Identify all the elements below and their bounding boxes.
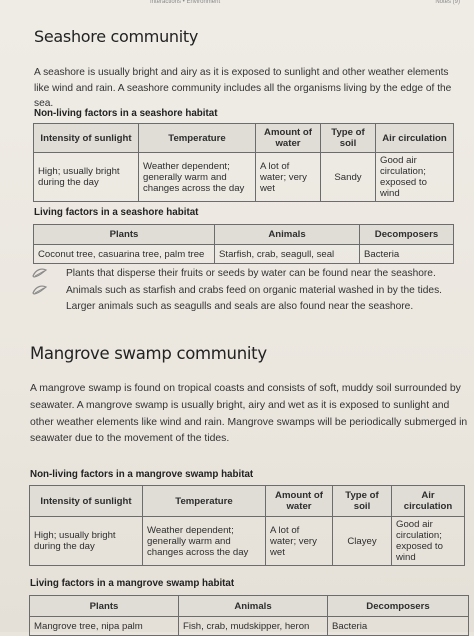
table-cell: Fish, crab, mudskipper, heron xyxy=(179,617,328,636)
column-header: Air circulation xyxy=(376,124,454,153)
column-header: Plants xyxy=(30,596,179,617)
mangrove-nonliving-heading: Non-living factors in a mangrove swamp habitat xyxy=(30,469,254,480)
table-header-row xyxy=(30,596,469,617)
table-cell: Clayey xyxy=(333,517,392,566)
table-cell: Bacteria xyxy=(328,617,469,636)
mangrove-nonliving-table xyxy=(29,485,465,566)
note-item xyxy=(30,283,460,315)
column-header: Amount of water xyxy=(256,124,321,153)
leaf-note-icon xyxy=(32,284,48,296)
table-cell: High; usually bright during the day xyxy=(30,517,143,566)
column-header: Animals xyxy=(215,225,360,245)
column-header: Temperature xyxy=(143,486,266,517)
table-cell: Good air circulation; exposed to wind xyxy=(392,517,465,566)
column-header: Intensity of sunlight xyxy=(30,486,143,517)
table-header-row xyxy=(30,486,465,517)
mangrove-title: Mangrove swamp community xyxy=(30,344,267,363)
table-header-row xyxy=(34,124,454,153)
table-row xyxy=(34,153,454,202)
column-header: Plants xyxy=(34,225,215,245)
table-cell: A lot of water; very wet xyxy=(266,517,333,566)
table-cell: Sandy xyxy=(321,153,376,202)
note-text: Plants that disperse their fruits or seeds by water can be found near the seashore. xyxy=(66,268,436,279)
running-header-left: Interactions • Environment xyxy=(150,0,221,5)
seashore-title: Seashore community xyxy=(34,27,199,46)
seashore-nonliving-heading: Non-living factors in a seashore habitat xyxy=(34,108,218,119)
table-cell: A lot of water; very wet xyxy=(256,153,321,202)
table-cell: Weather dependent; generally warm and changes across the day xyxy=(139,153,256,202)
mangrove-paragraph: A mangrove swamp is found on tropical coasts and consists of soft, muddy soil surrounded by seawater. A mangrove swamp is usually bright, airy and wet as it is exposed to sunlight and other weather elements like wind and rain. Mangrove swamps will be periodically submerged in seawater due to the movement of the tides. xyxy=(30,383,468,445)
column-header: Type of soil xyxy=(321,124,376,153)
table-cell: Bacteria xyxy=(360,245,454,264)
column-header: Temperature xyxy=(139,124,256,153)
leaf-note-icon xyxy=(32,267,48,279)
note-item xyxy=(30,266,460,282)
mangrove-living-heading: Living factors in a mangrove swamp habitat xyxy=(30,578,235,589)
table-header-row xyxy=(34,225,454,245)
column-header: Amount of water xyxy=(266,486,333,517)
table-cell: Good air circulation; exposed to wind xyxy=(376,153,454,202)
seashore-nonliving-table xyxy=(33,123,454,202)
seashore-paragraph: A seashore is usually bright and airy as it is exposed to sunlight and other weather elements like wind and rain. A seashore community includes all the organisms living by the edge of the sea. xyxy=(34,67,452,109)
table-cell: Weather dependent; generally warm and changes across the day xyxy=(143,517,266,566)
column-header: Type of soil xyxy=(333,486,392,517)
column-header: Decomposers xyxy=(328,596,469,617)
table-cell: Starfish, crab, seagull, seal xyxy=(215,245,360,264)
table-row xyxy=(30,517,465,566)
table-cell: High; usually bright during the day xyxy=(34,153,139,202)
table-row xyxy=(30,617,469,636)
column-header: Air circulation xyxy=(392,486,465,517)
column-header: Animals xyxy=(179,596,328,617)
table-cell: Coconut tree, casuarina tree, palm tree xyxy=(34,245,215,264)
seashore-notes xyxy=(30,266,460,315)
note-text: Animals such as starfish and crabs feed on organic material washed in by the tides. Larger animals such as seagulls and seals are also found near the seashore. xyxy=(66,285,443,312)
running-header xyxy=(0,0,474,8)
seashore-living-heading: Living factors in a seashore habitat xyxy=(34,207,199,218)
running-header-right: Notes (9) xyxy=(435,0,460,5)
table-cell: Mangrove tree, nipa palm xyxy=(30,617,179,636)
column-header: Decomposers xyxy=(360,225,454,245)
column-header: Intensity of sunlight xyxy=(34,124,139,153)
table-row xyxy=(34,245,454,264)
seashore-living-table xyxy=(33,224,454,264)
mangrove-living-table xyxy=(29,595,469,636)
